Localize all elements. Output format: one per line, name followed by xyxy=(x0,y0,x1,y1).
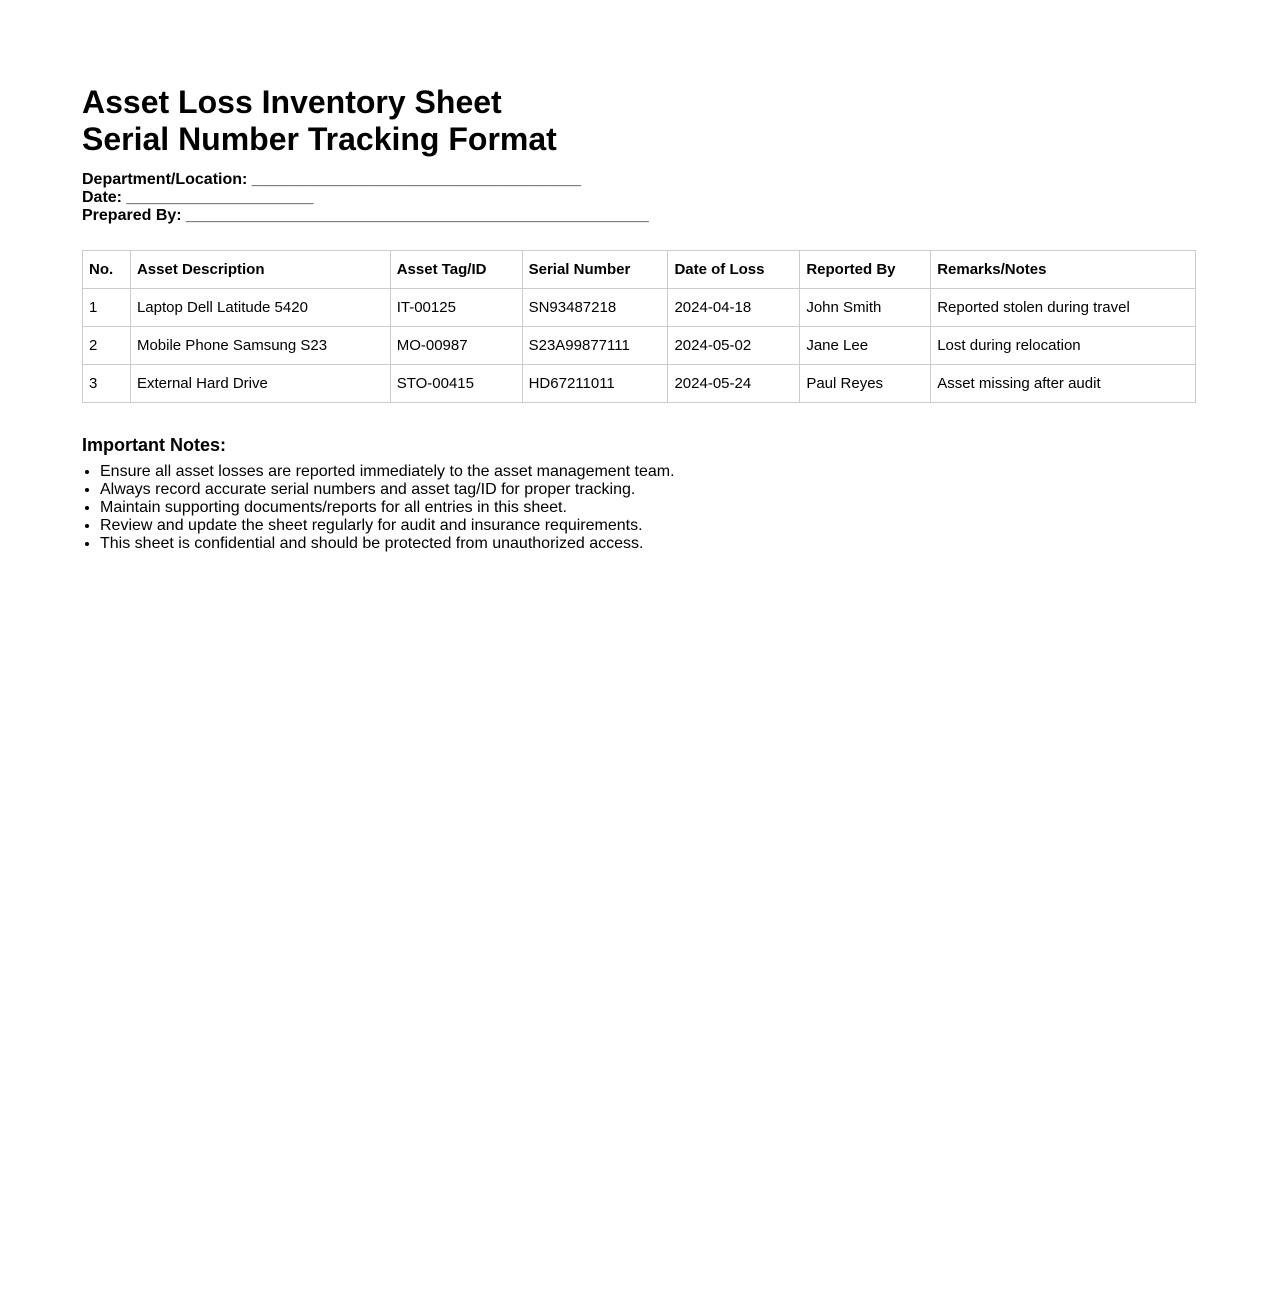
list-item: • Maintain supporting documents/reports for all entries in this sheet. xyxy=(100,499,1196,517)
header-reported-by: Reported By xyxy=(800,251,931,289)
header-no: No. xyxy=(83,251,131,289)
cell-asset-description: Mobile Phone Samsung S23 xyxy=(130,327,390,365)
field-label: Date: xyxy=(82,189,123,206)
document-title xyxy=(82,84,1196,158)
document-page xyxy=(82,84,1196,553)
cell-no: 2 xyxy=(83,327,131,365)
list-item: • This sheet is confidential and should be protected from unauthorized access. xyxy=(100,535,1196,553)
table-header-row xyxy=(83,251,1196,289)
list-item: • Always record accurate serial numbers and asset tag/ID for proper tracking. xyxy=(100,481,1196,499)
notes-list xyxy=(82,463,1196,553)
cell-date-of-loss: 2024-05-24 xyxy=(668,365,800,403)
list-item: • Review and update the sheet regularly for audit and insurance requirements. xyxy=(100,517,1196,535)
cell-asset-description: Laptop Dell Latitude 5420 xyxy=(130,289,390,327)
field-blank: _____________________ xyxy=(126,189,314,206)
table-row xyxy=(83,365,1196,403)
cell-no: 3 xyxy=(83,365,131,403)
header-asset-description: Asset Description xyxy=(130,251,390,289)
field-date xyxy=(82,189,1196,207)
cell-asset-tag: MO-00987 xyxy=(390,327,522,365)
table-row xyxy=(83,327,1196,365)
table-row xyxy=(83,289,1196,327)
cell-reported-by: Paul Reyes xyxy=(800,365,931,403)
header-asset-tag: Asset Tag/ID xyxy=(390,251,522,289)
list-item: • Ensure all asset losses are reported immediately to the asset management team. xyxy=(100,463,1196,481)
title-line-2: Serial Number Tracking Format xyxy=(82,121,557,157)
header-date-of-loss: Date of Loss xyxy=(668,251,800,289)
header-remarks: Remarks/Notes xyxy=(931,251,1196,289)
cell-asset-tag: STO-00415 xyxy=(390,365,522,403)
cell-serial-number: SN93487218 xyxy=(522,289,668,327)
asset-loss-table xyxy=(82,250,1196,403)
field-prepared-by xyxy=(82,207,1196,225)
cell-date-of-loss: 2024-05-02 xyxy=(668,327,800,365)
cell-serial-number: S23A99877111 xyxy=(522,327,668,365)
field-department-location xyxy=(82,171,1196,189)
cell-remarks: Asset missing after audit xyxy=(931,365,1196,403)
cell-date-of-loss: 2024-04-18 xyxy=(668,289,800,327)
header-serial-number: Serial Number xyxy=(522,251,668,289)
title-line-1: Asset Loss Inventory Sheet xyxy=(82,84,502,120)
cell-asset-description: External Hard Drive xyxy=(130,365,390,403)
cell-remarks: Lost during relocation xyxy=(931,327,1196,365)
cell-no: 1 xyxy=(83,289,131,327)
field-blank: _____________________________________ xyxy=(251,171,582,188)
form-fields xyxy=(82,171,1196,225)
cell-remarks: Reported stolen during travel xyxy=(931,289,1196,327)
field-label: Prepared By: xyxy=(82,207,182,224)
cell-reported-by: John Smith xyxy=(800,289,931,327)
cell-serial-number: HD67211011 xyxy=(522,365,668,403)
notes-heading: Important Notes: xyxy=(82,435,226,455)
field-label: Department/Location: xyxy=(82,171,248,188)
cell-asset-tag: IT-00125 xyxy=(390,289,522,327)
cell-reported-by: Jane Lee xyxy=(800,327,931,365)
field-blank: ____________________________________________________ xyxy=(186,207,649,224)
